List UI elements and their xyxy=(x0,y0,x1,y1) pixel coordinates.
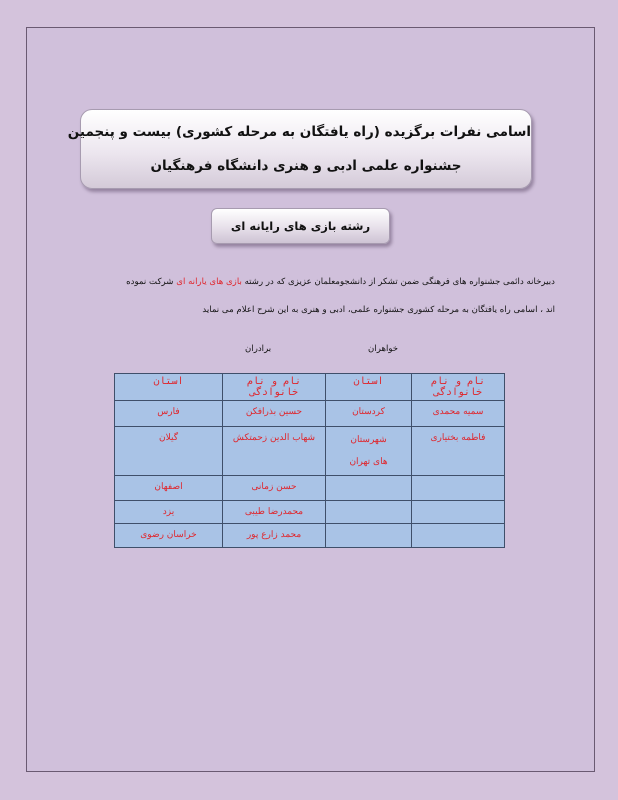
empty-cell xyxy=(412,476,505,501)
brother-name xyxy=(223,401,326,427)
intro-text-end: شرکت نموده xyxy=(126,277,177,287)
sisters-label: خواهران xyxy=(368,344,399,354)
brother-name xyxy=(223,427,326,476)
title-line-1: اسامی نفرات برگزیده (راه یافتگان به مرحله کشوری) بیست و پنجمین xyxy=(67,124,531,140)
intro-line-2: اند ، اسامی راه یافتگان به مرحله کشوری جشنواره علمی، ادبی و هنری به این شرح اعلام می نماید xyxy=(202,305,555,315)
brother-name xyxy=(223,476,326,501)
sister-name xyxy=(412,427,505,476)
brother-province xyxy=(115,501,223,524)
brother-province xyxy=(115,524,223,548)
brother-province xyxy=(115,401,223,427)
empty-cell xyxy=(326,501,412,524)
brother-province xyxy=(115,427,223,476)
intro-highlight: بازی های یارانه ای xyxy=(176,277,242,287)
intro-text-start: دبیرخانه دائمی جشنواره های فرهنگی ضمن تشکر از دانشجومعلمان عزیزی که در رشته xyxy=(241,277,555,287)
cell-text: شهاب الدین زحمتکش xyxy=(232,433,316,443)
header-sister-province: استان xyxy=(326,374,412,401)
cell-text: اصفهان xyxy=(154,482,183,492)
table-row xyxy=(115,427,505,476)
cell-text: فاطمه بختیاری xyxy=(430,433,486,443)
table-row xyxy=(115,476,505,501)
cell-text: حسن زمانی xyxy=(251,482,297,492)
cell-text: خراسان رضوی xyxy=(140,530,197,540)
cell-text: گیلان xyxy=(159,433,178,443)
table-row xyxy=(115,501,505,524)
category-label: رشته بازی های رایانه ای xyxy=(211,208,390,244)
empty-cell xyxy=(412,501,505,524)
brother-name xyxy=(223,524,326,548)
header-brother-province: استان xyxy=(115,374,223,401)
sister-province xyxy=(326,427,412,476)
cell-text: سمیه محمدی xyxy=(432,407,484,417)
empty-cell xyxy=(326,524,412,548)
cell-text: محمدرضا طیبی xyxy=(244,507,304,517)
cell-text: شهرستان های تهران xyxy=(349,435,388,467)
header-brother-name: نام و نام خانوادگی xyxy=(223,374,326,401)
header-sister-name: نام و نام خانوادگی xyxy=(412,374,505,401)
empty-cell xyxy=(326,476,412,501)
table-header-row xyxy=(115,374,505,401)
table-row xyxy=(115,401,505,427)
sister-name xyxy=(412,401,505,427)
title-line-2: جشنواره علمی ادبی و هنری دانشگاه فرهنگیان xyxy=(150,158,462,174)
page-frame xyxy=(26,27,595,772)
intro-line-1 xyxy=(77,277,555,287)
brother-name xyxy=(223,501,326,524)
cell-text: محمد زارع پور xyxy=(246,530,302,540)
table-row xyxy=(115,524,505,548)
results-table xyxy=(114,373,505,548)
cell-text: فارس xyxy=(157,407,180,417)
cell-text: حسین بذرافکن xyxy=(245,407,303,417)
brothers-label: برادران xyxy=(245,344,272,354)
sister-province xyxy=(326,401,412,427)
cell-text: یزد xyxy=(162,507,175,517)
cell-text: کردستان xyxy=(352,407,385,417)
title-box xyxy=(67,109,532,189)
brother-province xyxy=(115,476,223,501)
empty-cell xyxy=(412,524,505,548)
